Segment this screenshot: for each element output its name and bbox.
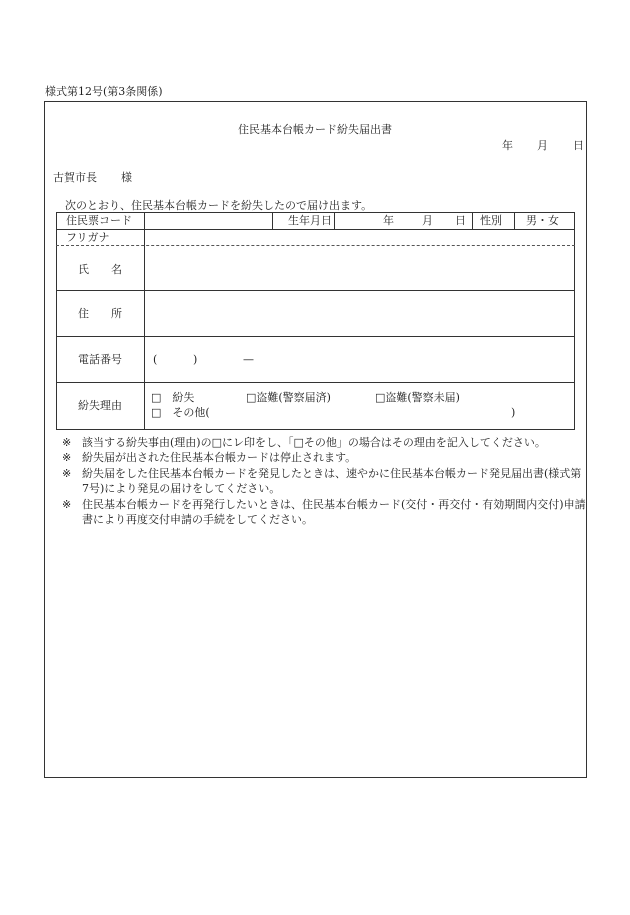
- gender-options: 男・女: [526, 214, 559, 227]
- row-divider-1: [56, 229, 575, 230]
- row-divider-3: [56, 336, 575, 337]
- date-year-label: 年: [502, 139, 513, 152]
- reason-other-option: □ その他(: [151, 406, 210, 419]
- birthdate-value-left-divider: [334, 212, 335, 229]
- birth-year-label: 年: [383, 214, 394, 227]
- phone-dash: —: [243, 353, 254, 366]
- form-number: 様式第12号(第3条関係): [45, 85, 163, 98]
- note-text: 該当する紛失事由(理由)の□にレ印をし、「□その他」の場合はその理由を記入してください。: [82, 436, 546, 449]
- note-text: 紛失届が出された住民基本台帳カードは停止されます。: [82, 451, 357, 465]
- note-item: [62, 466, 587, 497]
- reason-other-close: ): [511, 406, 516, 419]
- reason-theft-unreported-option: □盗難(警察未届): [375, 391, 460, 404]
- address-label: 住 所: [78, 307, 122, 320]
- gender-label: 性別: [480, 214, 502, 227]
- phone-label: 電話番号: [78, 353, 122, 366]
- note-mark: ※: [62, 436, 72, 449]
- note-mark: ※: [62, 497, 72, 511]
- gender-label-left-divider: [472, 212, 473, 229]
- notes-section: [62, 435, 587, 527]
- table-border-bottom: [56, 429, 575, 430]
- document-title: 住民基本台帳カード紛失届出書: [238, 123, 392, 136]
- birth-day-label: 日: [455, 214, 466, 227]
- note-item: [62, 497, 587, 528]
- note-text: 紛失届をした住民基本台帳カードを発見したときは、速やかに住民基本台帳カード発見届出書(様式第7号)により発見の届けをしてください。: [82, 466, 582, 496]
- furigana-label: フリガナ: [66, 231, 110, 244]
- note-text: 住民基本台帳カードを再発行したいときは、住民基本台帳カード(交付・再交付・有効期間内交付)申請書により再度交付申請の手続をしてください。: [82, 497, 586, 526]
- gender-value-left-divider: [514, 212, 515, 229]
- table-border-top: [56, 212, 575, 213]
- recipient-name: 古賀市長: [53, 171, 97, 184]
- note-item: [62, 435, 587, 450]
- form-table: [56, 212, 575, 430]
- reason-label: 紛失理由: [78, 399, 122, 412]
- reason-theft-reported-option: □盗難(警察届済): [246, 391, 331, 404]
- note-item: [62, 450, 587, 465]
- date-month-label: 月: [537, 139, 548, 152]
- note-mark: ※: [62, 451, 72, 465]
- birthdate-label: 生年月日: [288, 214, 332, 227]
- furigana-dashed-divider: [56, 245, 575, 246]
- row-divider-4: [56, 382, 575, 383]
- recipient-honorific: 様: [121, 171, 132, 184]
- note-mark: ※: [62, 466, 72, 480]
- date-day-label: 日: [573, 139, 584, 152]
- resident-code-label: 住民票コード: [66, 214, 132, 227]
- intro-text: 次のとおり、住民基本台帳カードを紛失したので届け出ます。: [65, 199, 373, 212]
- reason-lost-option: □ 紛失: [151, 391, 195, 404]
- phone-area-close: ): [193, 353, 198, 366]
- birthdate-label-left-divider: [272, 212, 273, 229]
- phone-area-open: (: [153, 353, 158, 366]
- birth-month-label: 月: [422, 214, 433, 227]
- name-label: 氏 名: [78, 263, 122, 276]
- row-divider-2: [56, 290, 575, 291]
